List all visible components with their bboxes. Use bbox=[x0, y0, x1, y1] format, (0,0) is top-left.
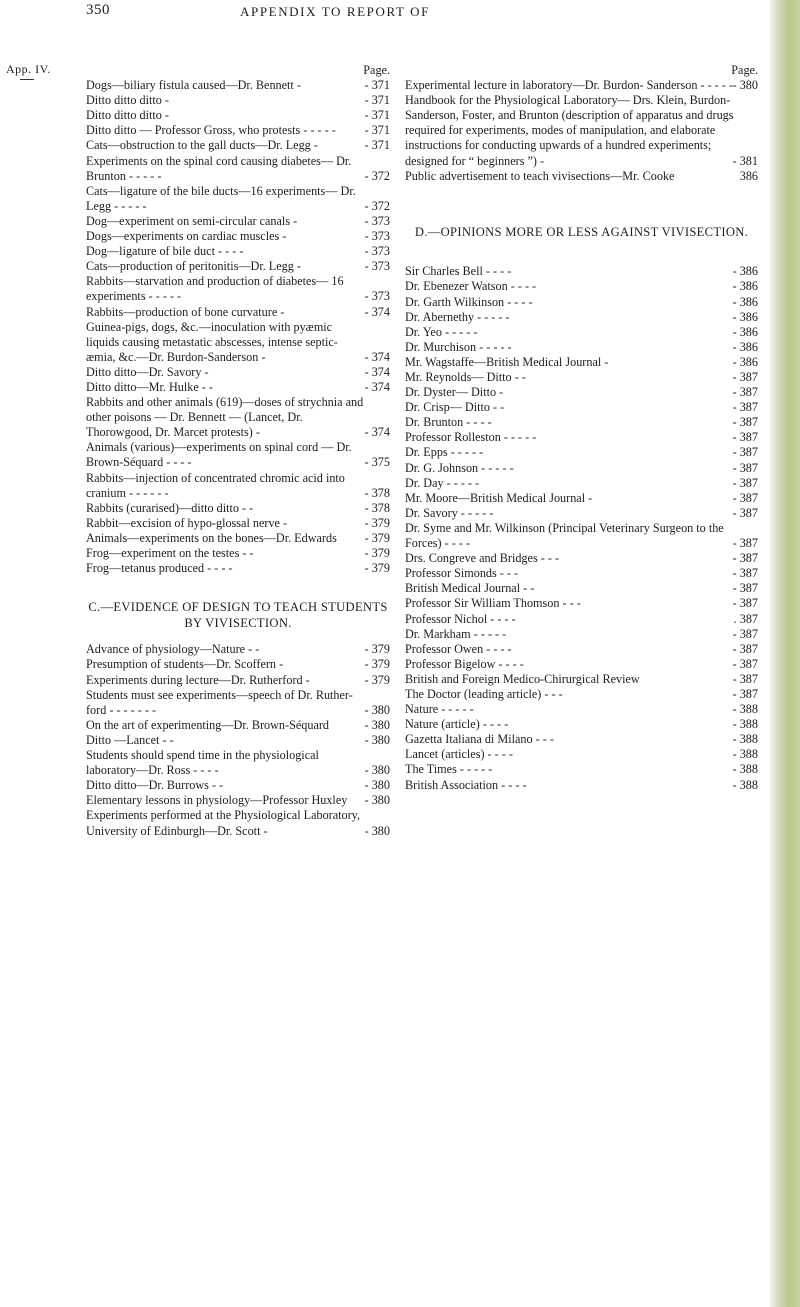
entry-page-number: - 387 bbox=[732, 400, 758, 415]
page-edge bbox=[770, 0, 800, 1307]
entry-text: Experimental lecture in laboratory—Dr. Burdon- Sanderson - - - - - bbox=[405, 78, 733, 93]
index-entry bbox=[86, 718, 390, 733]
entry-text: British and Foreign Medico-Chirurgical Review bbox=[405, 671, 640, 686]
index-entry bbox=[86, 259, 390, 274]
index-entry bbox=[86, 274, 390, 304]
index-entry bbox=[405, 430, 758, 445]
index-entry bbox=[405, 169, 758, 184]
entry-text: Rabbits (curarised)—ditto ditto - - bbox=[86, 500, 254, 515]
entry-page-number: - 380 bbox=[364, 793, 390, 808]
entry-page-number: - 388 bbox=[732, 702, 758, 717]
entry-page-number: - 375 bbox=[364, 455, 390, 470]
index-entry bbox=[405, 778, 758, 793]
index-entry bbox=[86, 748, 390, 778]
entry-text: Ditto ditto—Dr. Burrows - - bbox=[86, 778, 224, 793]
index-entry bbox=[405, 702, 758, 717]
entry-page-number: - 387 bbox=[732, 626, 758, 641]
index-entry bbox=[405, 566, 758, 581]
index-entry bbox=[405, 717, 758, 732]
entry-text: Mr. Moore—British Medical Journal - bbox=[405, 490, 593, 505]
entry-page-number: - 387 bbox=[732, 370, 758, 384]
entry-text: Nature - - - - - bbox=[405, 702, 474, 717]
entry-text: Cats—ligature of the bile ducts—16 experiments— Dr. Legg - - - - - bbox=[86, 183, 356, 213]
entry-text: Sir Charles Bell - - - - bbox=[405, 264, 512, 279]
entry-text: Ditto ditto — Professor Gross, who protests - - - - - bbox=[86, 123, 336, 138]
entry-page-number: - 371 bbox=[364, 108, 390, 123]
entry-page-number: - 388 bbox=[732, 777, 758, 792]
entry-text: Dr. Murchison - - - - - bbox=[405, 339, 512, 354]
index-entry bbox=[405, 279, 758, 294]
entry-page-number: - 387 bbox=[732, 430, 758, 445]
entry-text: Rabbits and other animals (619)—doses of strychnia and other poisons — Dr. Bennett — (Lancet, Dr. Thorowgood, Dr. Marcet protests) - bbox=[86, 395, 364, 440]
index-entry bbox=[86, 229, 390, 244]
entry-page-number: - 379 bbox=[364, 515, 390, 530]
entry-text: Drs. Congreve and Bridges - - - bbox=[405, 551, 559, 566]
entry-page-number: - 386 bbox=[732, 339, 758, 354]
entry-page-number: . 387 bbox=[733, 611, 758, 626]
entry-page-number: - 388 bbox=[732, 732, 758, 747]
index-entry bbox=[86, 365, 390, 380]
entry-text: On the art of experimenting—Dr. Brown-Séquard bbox=[86, 717, 330, 732]
index-entry bbox=[405, 476, 758, 491]
entry-page-number: - 387 bbox=[732, 536, 758, 551]
entry-page-number: - 387 bbox=[732, 656, 758, 671]
index-entry bbox=[86, 440, 390, 470]
appendix-margin-label: App. IV. bbox=[6, 62, 51, 76]
index-entry bbox=[405, 747, 758, 762]
index-entry bbox=[405, 551, 758, 566]
entry-page-number: - 387 bbox=[732, 505, 758, 520]
entry-text: Professor Simonds - - - bbox=[405, 566, 519, 581]
entry-page-number: - 374 bbox=[364, 425, 390, 440]
index-entry bbox=[86, 531, 390, 546]
entry-page-number: - 387 bbox=[732, 686, 758, 701]
entry-page-number: - 374 bbox=[364, 364, 390, 379]
index-entry bbox=[86, 657, 390, 672]
entry-text: Dr. Markham - - - - - bbox=[405, 626, 507, 641]
entry-text: Dr. G. Johnson - - - - - bbox=[405, 460, 514, 475]
index-entry bbox=[86, 561, 390, 576]
entry-text: Dog—experiment on semi-circular canals - bbox=[86, 213, 298, 228]
section-heading-c: C.—EVIDENCE OF DESIGN TO TEACH STUDENTS BY VIVISECTION. bbox=[88, 600, 388, 630]
index-entry bbox=[86, 471, 390, 501]
index-entry bbox=[86, 778, 390, 793]
index-entry bbox=[86, 108, 390, 123]
entry-text: Dr. Abernethy - - - - - bbox=[405, 309, 510, 324]
entry-text: Dr. Dyster— Ditto - bbox=[405, 385, 504, 400]
entry-text: Rabbits—starvation and production of diabetes— 16 experiments - - - - - bbox=[86, 274, 344, 304]
entry-text: Dr. Savory - - - - - bbox=[405, 505, 494, 520]
index-entry bbox=[86, 320, 390, 365]
entry-page-number: - 374 bbox=[364, 379, 390, 394]
entry-text: British Association - - - - bbox=[405, 777, 527, 792]
entry-text: Frog—tetanus produced - - - - bbox=[86, 561, 233, 576]
entry-page-number: - 381 bbox=[732, 153, 758, 168]
entry-text: Rabbit—excision of hypo-glossal nerve - bbox=[86, 515, 288, 530]
index-entry bbox=[86, 184, 390, 214]
entry-text: Dr. Epps - - - - - bbox=[405, 445, 484, 460]
entry-text: Animals—experiments on the bones—Dr. Edwards bbox=[86, 530, 337, 545]
entry-text: Professor Rolleston - - - - - bbox=[405, 430, 537, 445]
left-column bbox=[86, 63, 390, 839]
entry-text: Gazetta Italiana di Milano - - - bbox=[405, 732, 554, 747]
entry-page-number: 386 bbox=[739, 168, 758, 183]
page-number: 350 bbox=[86, 2, 110, 18]
index-entry bbox=[405, 687, 758, 702]
entry-text: Cats—production of peritonitis—Dr. Legg - bbox=[86, 259, 301, 274]
entry-page-number: - 387 bbox=[732, 460, 758, 475]
entry-page-number: - 373 bbox=[364, 213, 390, 228]
index-entry bbox=[86, 78, 390, 93]
entry-text: British Medical Journal - - bbox=[405, 581, 535, 596]
index-entry bbox=[405, 355, 758, 370]
entry-page-number: - 373 bbox=[364, 289, 390, 304]
index-entry bbox=[405, 627, 758, 642]
index-entry bbox=[405, 445, 758, 460]
entry-page-number: - 373 bbox=[364, 229, 390, 244]
index-entry bbox=[86, 516, 390, 531]
entry-text: Students should spend time in the physiological laboratory—Dr. Ross - - - - bbox=[86, 748, 319, 778]
entry-text: Dr. Syme and Mr. Wilkinson (Principal Veterinary Surgeon to the Forces) - - - - bbox=[405, 520, 724, 551]
entry-text: Rabbits—production of bone curvature - bbox=[86, 304, 285, 319]
entry-page-number: - 387 bbox=[732, 475, 758, 490]
entry-text: Professor Sir William Thomson - - - bbox=[405, 596, 581, 611]
index-entry bbox=[405, 506, 758, 521]
index-entry bbox=[405, 762, 758, 777]
entry-text: Professor Nichol - - - - bbox=[405, 611, 516, 626]
index-entry bbox=[405, 78, 758, 93]
entry-text: Ditto ditto ditto - bbox=[86, 108, 169, 123]
entry-page-number: - 388 bbox=[732, 717, 758, 732]
entry-text: Public advertisement to teach vivisections—Mr. Cooke bbox=[405, 168, 675, 183]
entry-text: Dr. Garth Wilkinson - - - - bbox=[405, 294, 533, 309]
entry-page-number: - 371 bbox=[364, 123, 390, 138]
index-entry bbox=[86, 546, 390, 561]
entry-text: Dogs—experiments on cardiac muscles - bbox=[86, 229, 287, 244]
entry-page-number: - 374 bbox=[364, 304, 390, 319]
index-entry bbox=[405, 596, 758, 611]
index-entry bbox=[405, 340, 758, 355]
index-entry bbox=[405, 400, 758, 415]
entry-text: Students must see experiments—speech of Dr. Ruther- ford - - - - - - - bbox=[86, 687, 353, 717]
index-entry bbox=[86, 688, 390, 718]
entry-text: Dr. Brunton - - - - bbox=[405, 415, 492, 430]
entry-page-number: - 378 bbox=[364, 500, 390, 515]
entry-text: Dr. Day - - - - - bbox=[405, 475, 480, 490]
page-column-label: Page. bbox=[731, 63, 758, 77]
entries-list-c-continued bbox=[405, 78, 758, 184]
index-entry bbox=[405, 385, 758, 400]
index-entry bbox=[86, 380, 390, 395]
page-header bbox=[0, 2, 800, 28]
index-entry bbox=[405, 370, 758, 385]
entry-text: Professor Owen - - - - bbox=[405, 641, 512, 656]
entry-text: Ditto ditto ditto - bbox=[86, 93, 169, 108]
entry-text: Dr. Yeo - - - - - bbox=[405, 324, 478, 339]
index-entry bbox=[405, 642, 758, 657]
index-entry bbox=[405, 491, 758, 506]
right-column bbox=[405, 63, 758, 793]
entry-page-number: - 373 bbox=[364, 244, 390, 259]
entry-page-number: - 380 bbox=[364, 732, 390, 747]
index-entry bbox=[86, 214, 390, 229]
index-entry bbox=[405, 310, 758, 325]
index-entry bbox=[405, 672, 758, 687]
index-entry bbox=[86, 642, 390, 657]
index-entry bbox=[86, 123, 390, 138]
entry-page-number: - 388 bbox=[732, 747, 758, 762]
entries-list-d bbox=[405, 264, 758, 792]
entry-page-number: - 387 bbox=[732, 581, 758, 596]
index-entry bbox=[405, 295, 758, 310]
entry-page-number: - 380 bbox=[732, 78, 758, 93]
entry-page-number: - 387 bbox=[732, 551, 758, 566]
entry-page-number: - 371 bbox=[364, 78, 390, 93]
entry-page-number: - 380 bbox=[364, 778, 390, 793]
entry-text: Elementary lessons in physiology—Professor Huxley bbox=[86, 793, 348, 808]
index-entry bbox=[405, 581, 758, 596]
entry-page-number: - 379 bbox=[364, 642, 390, 657]
index-entry bbox=[405, 461, 758, 476]
index-entry bbox=[86, 244, 390, 259]
index-entry bbox=[405, 93, 758, 168]
index-entry bbox=[86, 395, 390, 440]
entry-page-number: - 387 bbox=[732, 385, 758, 400]
entry-page-number: - 387 bbox=[732, 566, 758, 581]
entry-text: Dog—ligature of bile duct - - - - bbox=[86, 244, 244, 259]
entries-list-b bbox=[86, 78, 390, 576]
entry-page-number: - 386 bbox=[732, 309, 758, 324]
entry-page-number: - 379 bbox=[364, 657, 390, 672]
entry-text: Handbook for the Physiological Laboratory— Drs. Klein, Burdon-Sanderson, Foster, and Brunton (description of apparatus and drugs required for experiments, modes of manipulation, and elaborate instructions for conducting upwards of a hundred experiments; designed for “ beginners ”) - bbox=[405, 93, 734, 168]
entry-page-number: - 386 bbox=[732, 324, 758, 339]
entry-page-number: - 373 bbox=[364, 259, 390, 274]
entry-text: Mr. Reynolds— Ditto - - bbox=[405, 370, 526, 384]
page-column-label: Page. bbox=[363, 63, 390, 77]
entry-text: Rabbits—injection of concentrated chromic acid into cranium - - - - - - bbox=[86, 470, 345, 500]
entry-page-number: - 388 bbox=[732, 762, 758, 777]
index-entry bbox=[405, 325, 758, 340]
entry-text: Guinea-pigs, dogs, &c.—inoculation with pyæmic liquids causing metastatic abscesses, intense septic- æmia, &c.—Dr. Burdon-Sanderson - bbox=[86, 319, 338, 364]
entry-page-number: - 380 bbox=[364, 702, 390, 717]
margin-rule bbox=[20, 79, 34, 80]
entry-page-number: - 387 bbox=[732, 445, 758, 460]
entry-page-number: - 371 bbox=[364, 93, 390, 108]
entry-page-number: - 387 bbox=[732, 596, 758, 611]
entry-page-number: - 387 bbox=[732, 490, 758, 505]
entry-page-number: - 386 bbox=[732, 354, 758, 369]
index-entry bbox=[405, 521, 758, 551]
entry-text: Ditto ditto—Dr. Savory - bbox=[86, 364, 209, 379]
entry-text: Dr. Crisp— Ditto - - bbox=[405, 400, 505, 415]
entry-page-number: - 380 bbox=[364, 763, 390, 778]
entry-text: Experiments performed at the Physiological Laboratory, University of Edinburgh—Dr. Scott - bbox=[86, 808, 361, 838]
entry-page-number: - 387 bbox=[732, 671, 758, 686]
entry-page-number: - 380 bbox=[364, 717, 390, 732]
entry-page-number: - 379 bbox=[364, 530, 390, 545]
entry-page-number: - 372 bbox=[364, 198, 390, 213]
entry-text: Ditto —Lancet - - bbox=[86, 732, 174, 747]
entry-text: Frog—experiment on the testes - - bbox=[86, 546, 254, 560]
entry-text: Lancet (articles) - - - - bbox=[405, 747, 513, 762]
entry-page-number: - 374 bbox=[364, 349, 390, 364]
entry-page-number: - 379 bbox=[364, 561, 390, 576]
section-heading-d: D.—OPINIONS MORE OR LESS AGAINST VIVISECTION. bbox=[414, 224, 749, 239]
entry-text: Presumption of students—Dr. Scoffern - bbox=[86, 657, 284, 672]
index-entry bbox=[86, 501, 390, 516]
entry-text: Experiments on the spinal cord causing diabetes— Dr. Brunton - - - - - bbox=[86, 153, 352, 183]
entry-page-number: - 387 bbox=[732, 641, 758, 656]
entry-page-number: - 371 bbox=[364, 138, 390, 153]
entry-page-number: - 386 bbox=[732, 264, 758, 279]
entry-text: Ditto ditto—Mr. Hulke - - bbox=[86, 379, 213, 394]
entry-page-number: - 378 bbox=[364, 485, 390, 500]
entry-text: Advance of physiology—Nature - - bbox=[86, 642, 260, 657]
entry-text: Cats—obstruction to the gall ducts—Dr. Legg - bbox=[86, 138, 318, 153]
index-entry bbox=[86, 305, 390, 320]
index-entry bbox=[86, 793, 390, 808]
index-entry bbox=[405, 612, 758, 627]
entry-page-number: - 386 bbox=[732, 294, 758, 309]
index-entry bbox=[86, 733, 390, 748]
index-entry bbox=[86, 673, 390, 688]
running-head: APPENDIX TO REPORT OF bbox=[240, 4, 430, 19]
entry-page-number: - 387 bbox=[732, 415, 758, 430]
entry-text: The Doctor (leading article) - - - bbox=[405, 686, 563, 701]
entry-page-number: - 379 bbox=[364, 672, 390, 687]
index-entry bbox=[405, 264, 758, 279]
index-entry bbox=[86, 808, 390, 838]
index-entry bbox=[86, 138, 390, 153]
entry-page-number: - 379 bbox=[364, 546, 390, 560]
index-entry bbox=[405, 415, 758, 430]
entry-text: Experiments during lecture—Dr. Rutherford - bbox=[86, 672, 310, 687]
index-entry bbox=[86, 93, 390, 108]
index-entry bbox=[405, 657, 758, 672]
entry-text: Dogs—biliary fistula caused—Dr. Bennett - bbox=[86, 78, 301, 93]
entry-page-number: - 386 bbox=[732, 279, 758, 294]
entry-page-number: - 380 bbox=[364, 823, 390, 838]
entry-text: The Times - - - - - bbox=[405, 762, 493, 777]
entry-text: Professor Bigelow - - - - bbox=[405, 656, 524, 671]
entry-text: Dr. Ebenezer Watson - - - - bbox=[405, 279, 537, 294]
entry-text: Mr. Wagstaffe—British Medical Journal - bbox=[405, 354, 609, 369]
entry-text: Nature (article) - - - - bbox=[405, 717, 509, 732]
entry-text: Animals (various)—experiments on spinal cord — Dr. Brown-Séquard - - - - bbox=[86, 440, 352, 470]
index-entry bbox=[86, 154, 390, 184]
entries-list-c bbox=[86, 642, 390, 838]
index-entry bbox=[405, 732, 758, 747]
entry-page-number: - 372 bbox=[364, 168, 390, 183]
